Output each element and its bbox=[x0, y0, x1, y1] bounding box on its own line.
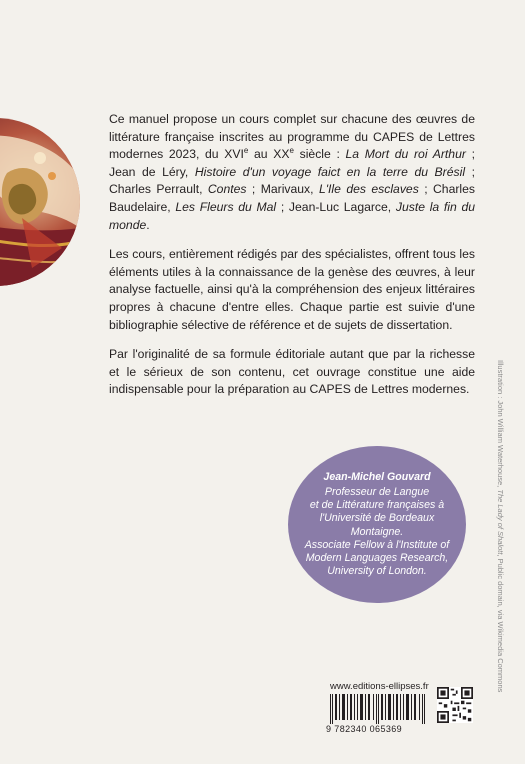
illustration-credit: Illustration : John William Waterhouse, The Lady of Shalott, Public domain, via Wikimedia Commons bbox=[496, 360, 505, 693]
work-title: Les Fleurs du Mal bbox=[175, 199, 277, 214]
work-title: La Mort du roi Arthur bbox=[345, 147, 466, 162]
author-bio-disc bbox=[288, 446, 466, 603]
back-cover-description bbox=[109, 111, 475, 411]
author-bio-line: University of London. bbox=[327, 565, 427, 578]
work-title: L'Ile des esclaves bbox=[318, 182, 419, 197]
author-bio-line: et de Littérature françaises à bbox=[309, 499, 445, 512]
author-name: Jean-Michel Gouvard bbox=[323, 470, 431, 483]
work-title: Contes bbox=[207, 182, 247, 197]
author-bio-line: l'Université de Bordeaux Montaigne. bbox=[319, 512, 435, 538]
isbn-number: 9 782340 065369 bbox=[326, 724, 403, 734]
painting-illustration bbox=[0, 118, 80, 286]
qr-code-icon[interactable] bbox=[437, 687, 473, 723]
description-paragraph-3: Par l'originalité de sa formule éditoriale autant que par la richesse et le sérieux de son contenu, cet ouvrage constitue une aide indispensable pour la préparation au CAPES de Lettres modernes. bbox=[109, 347, 475, 397]
description-paragraph-1: Ce manuel propose un cours complet sur chacune des œuvres de littérature française inscrites au programme du CAPES de Lettres modernes 2023, du XVIe au XXe siècle : La Mort du roi Arthur ; Jean de Léry, Histoire d'un voyage faict en la terre du Brésil ; Charles Perrault, Contes ; Marivaux, L'Ile des esclaves ; Charles Baudelaire, Les Fleurs du Mal ; Jean-Luc Lagarce, Juste la fin du monde. bbox=[109, 112, 476, 232]
cover-painting-image bbox=[0, 118, 80, 286]
publisher-website[interactable]: www.editions-ellipses.fr bbox=[330, 681, 429, 692]
author-bio-line: Modern Languages Research, bbox=[305, 551, 449, 564]
barcode-icon bbox=[326, 694, 431, 724]
author-bio-line: Professeur de Langue bbox=[324, 485, 430, 498]
work-title: Histoire d'un voyage faict en la terre du Brésil bbox=[194, 164, 466, 179]
work-title: Juste la fin du monde bbox=[109, 199, 476, 232]
author-bio-line: Associate Fellow à l'Institute of bbox=[304, 538, 450, 551]
description-paragraph-2: Les cours, entièrement rédigés par des spécialistes, offrent tous les éléments utiles à la connaissance de la genèse des œuvres, à leur analyse factuelle, ainsi qu'à la compréhension des enjeux littéraires propres à chacune d'entre elles. Chaque partie est suivie d'une bibliographie sélective de référence et de sujets de dissertation. bbox=[109, 247, 475, 332]
